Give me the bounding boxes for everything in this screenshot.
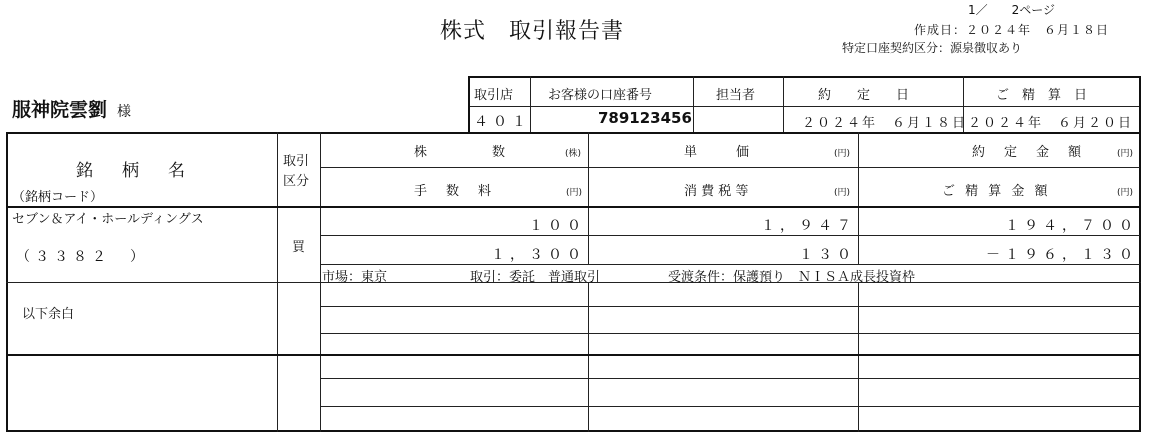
delivery-conditions: 受渡条件：保護預り ＮＩＳＡ成長投資枠 (668, 270, 916, 285)
header-unit-price-unit: (円) (834, 149, 851, 159)
tax-value: １３０ (799, 247, 856, 263)
header-trade-type-line1: 取引 (283, 154, 310, 169)
header-shares: 株 数 (414, 145, 506, 160)
account-category: 特定口座契約区分：源泉徴収あり (842, 41, 1023, 55)
header-security-name: 銘 柄 名 (76, 161, 191, 181)
unit-price-value: １，９４７ (761, 218, 856, 234)
settlement-amount-value: －１９６，１３０ (986, 247, 1138, 263)
header-settlement-amount-unit: (円) (1117, 188, 1134, 198)
header-trade-type-line2: 区分 (283, 174, 310, 189)
info-header-contract-date: 約 定 日 (818, 88, 910, 103)
security-code: （３３８２ ） (16, 249, 149, 265)
info-value-branch: ４０１ (474, 114, 531, 130)
trade-method: 取引：委託 普通取引 (470, 270, 601, 285)
info-header-branch: 取引店 (474, 88, 514, 103)
document-title: 株式 取引報告書 (440, 19, 625, 44)
contract-amount-value: １９４，７００ (1005, 218, 1138, 234)
header-unit-price: 単 価 (684, 145, 750, 160)
header-contract-amount: 約 定 金 額 (972, 145, 1085, 160)
info-value-settlement-date: ２０２４年 ６月２０日 (968, 116, 1134, 131)
trade-type: 買 (292, 240, 306, 255)
created-date: 作成日：２０２４年 ６月１８日 (914, 23, 1110, 37)
header-security-code: （銘柄コード） (12, 190, 104, 205)
customer-honorific: 様 (117, 104, 132, 120)
market: 市場：東京 (322, 270, 388, 285)
fee-value: １，３００ (491, 247, 586, 263)
info-header-account-number: お客様の口座番号 (548, 88, 653, 103)
remark-blank-below: 以下余白 (22, 307, 75, 322)
info-value-account-number: 789123456 (598, 109, 692, 127)
header-fee-unit: (円) (566, 188, 583, 198)
header-shares-unit: (株) (565, 149, 582, 159)
header-tax-unit: (円) (834, 188, 851, 198)
customer-name-text: 服神院雲劉 (12, 99, 108, 121)
info-value-contract-date: ２０２４年 ６月１８日 (802, 116, 968, 131)
security-name: セブン＆アイ・ホールディングス (12, 212, 204, 227)
customer-name (12, 95, 131, 122)
info-header-staff: 担当者 (716, 88, 756, 103)
header-settlement-amount: ご 精 算 金 額 (942, 184, 1051, 199)
info-header-settlement-date: ご 精 算 日 (996, 88, 1088, 103)
header-tax: 消 費 税 等 (684, 184, 749, 199)
page-number: 1／ 2ページ (968, 3, 1056, 17)
header-contract-amount-unit: (円) (1117, 149, 1134, 159)
shares-value: １００ (529, 218, 586, 234)
header-fee: 手 数 料 (414, 184, 495, 199)
